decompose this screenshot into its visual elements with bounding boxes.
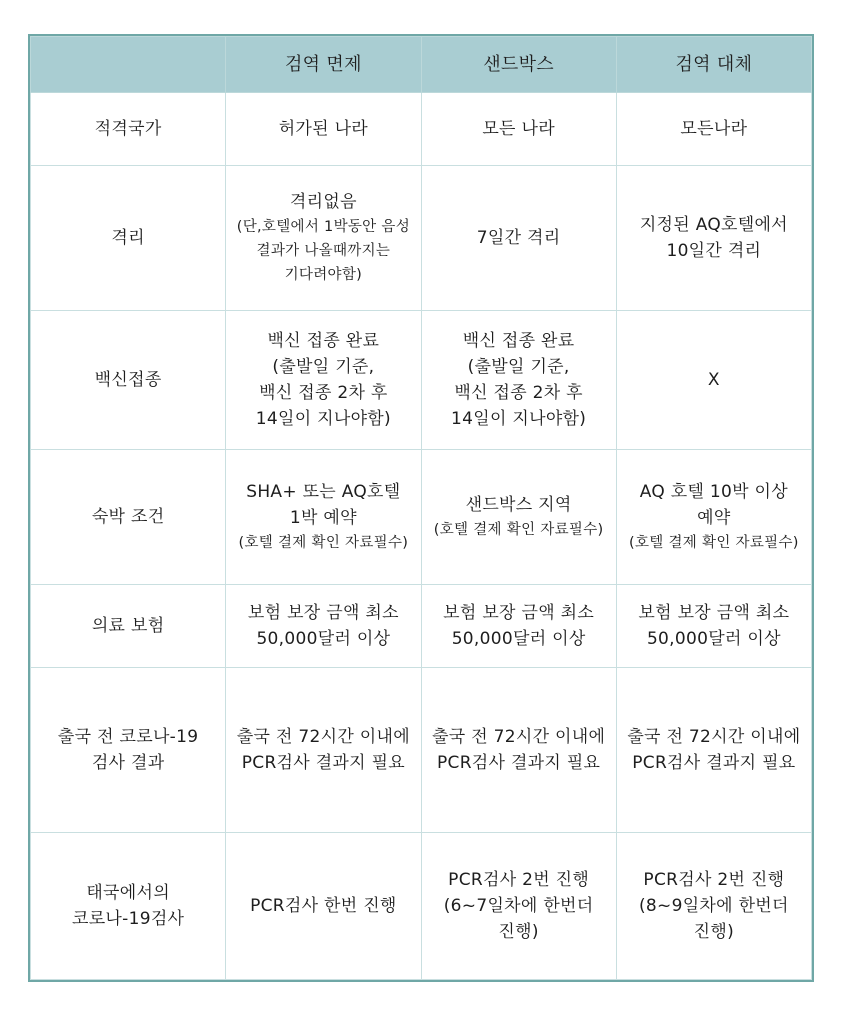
cell-line: 진행) <box>693 922 735 942</box>
entry-requirements-table <box>30 36 812 980</box>
data-cell <box>421 93 616 166</box>
table-row <box>31 311 812 450</box>
cell-line: 보험 보장 금액 최소 <box>638 603 790 623</box>
row-label-cell <box>31 668 226 833</box>
cell-line: (출발일 기준, <box>272 357 375 377</box>
cell-line: 백신 접종 2차 후 <box>454 383 583 403</box>
cell-line: 예약 <box>697 508 731 528</box>
cell-line: (6~7일차에 한번더 <box>443 896 594 916</box>
cell-line: PCR검사 결과지 필요 <box>436 753 601 773</box>
data-cell <box>421 311 616 450</box>
cell-line: PCR검사 2번 진행 <box>448 870 590 890</box>
cell-line: 모든나라 <box>680 119 748 139</box>
data-cell <box>616 833 811 980</box>
cell-line: (호텔 결제 확인 자료필수) <box>629 535 799 551</box>
cell-line: PCR검사 2번 진행 <box>643 870 785 890</box>
header-quarantine-exemption: 검역 면제 <box>226 37 421 93</box>
cell-line: 10일간 격리 <box>666 241 762 261</box>
data-cell <box>616 450 811 585</box>
cell-line: (호텔 결제 확인 자료필수) <box>433 522 604 538</box>
cell-line: (단,호텔에서 1박동안 음성 <box>236 219 411 235</box>
data-cell <box>421 833 616 980</box>
data-cell <box>226 585 421 668</box>
table-row <box>31 93 812 166</box>
cell-line: 백신 접종 완료 <box>267 331 380 351</box>
row-label-line: 백신접종 <box>94 370 162 390</box>
cell-line: 14일이 지나야함) <box>451 409 587 429</box>
data-cell <box>421 450 616 585</box>
data-cell <box>421 668 616 833</box>
data-cell <box>616 585 811 668</box>
data-cell <box>226 450 421 585</box>
cell-line: 백신 접종 완료 <box>462 331 575 351</box>
row-label-line: 숙박 조건 <box>91 507 165 527</box>
cell-line: 모든 나라 <box>482 119 555 139</box>
cell-line: (8~9일차에 한번더 <box>639 896 789 916</box>
row-label-line: 검사 결과 <box>91 753 165 773</box>
table-header-row <box>31 37 812 93</box>
header-alternative-quarantine: 검역 대체 <box>616 37 811 93</box>
cell-line: 격리없음 <box>289 192 357 212</box>
cell-line: 출국 전 72시간 이내에 <box>236 727 410 747</box>
row-label-line: 출국 전 코로나-19 <box>57 727 199 747</box>
cell-line: AQ 호텔 10박 이상 <box>639 482 788 502</box>
table-row <box>31 166 812 311</box>
row-label-line: 격리 <box>111 228 145 248</box>
row-label-line: 적격국가 <box>94 119 162 139</box>
cell-line: (호텔 결제 확인 자료필수) <box>238 535 409 551</box>
table-row <box>31 833 812 980</box>
data-cell <box>226 93 421 166</box>
data-cell <box>226 668 421 833</box>
cell-line: 지정된 AQ호텔에서 <box>639 215 788 235</box>
data-cell <box>616 668 811 833</box>
cell-line: 결과가 나올때까지는 <box>256 243 391 259</box>
table-row <box>31 585 812 668</box>
data-cell <box>421 166 616 311</box>
cell-line: 허가된 나라 <box>278 119 369 139</box>
row-label-cell <box>31 585 226 668</box>
cell-line: 보험 보장 금액 최소 <box>443 603 595 623</box>
row-label-cell <box>31 166 226 311</box>
table-row <box>31 450 812 585</box>
header-corner-cell <box>31 37 226 93</box>
data-cell <box>616 311 811 450</box>
data-cell <box>226 166 421 311</box>
cell-line: SHA+ 또는 AQ호텔 <box>246 482 401 502</box>
data-cell <box>226 311 421 450</box>
header-sandbox: 샌드박스 <box>421 37 616 93</box>
data-cell <box>616 93 811 166</box>
row-label-cell <box>31 450 226 585</box>
cell-line: PCR검사 결과지 필요 <box>632 753 796 773</box>
cell-line: PCR검사 한번 진행 <box>250 896 397 916</box>
cell-line: X <box>707 370 720 390</box>
cell-line: 출국 전 72시간 이내에 <box>432 727 606 747</box>
row-label-line: 의료 보험 <box>91 616 165 636</box>
table-body <box>31 93 812 980</box>
cell-line: 50,000달러 이상 <box>256 629 391 649</box>
cell-line: 50,000달러 이상 <box>451 629 586 649</box>
row-label-line: 태국에서의 <box>86 883 170 903</box>
cell-line: 7일간 격리 <box>476 228 561 248</box>
cell-line: PCR검사 결과지 필요 <box>241 753 406 773</box>
row-label-cell <box>31 833 226 980</box>
data-cell <box>421 585 616 668</box>
cell-line: (출발일 기준, <box>467 357 570 377</box>
cell-line: 보험 보장 금액 최소 <box>247 603 399 623</box>
cell-line: 1박 예약 <box>289 508 357 528</box>
table-row <box>31 668 812 833</box>
row-label-cell <box>31 93 226 166</box>
cell-line: 진행) <box>498 922 539 942</box>
cell-line: 백신 접종 2차 후 <box>259 383 388 403</box>
cell-line: 기다려야함) <box>284 267 363 283</box>
cell-line: 50,000달러 이상 <box>646 629 781 649</box>
data-cell <box>226 833 421 980</box>
cell-line: 샌드박스 지역 <box>465 495 572 515</box>
row-label-line: 코로나-19검사 <box>71 909 185 929</box>
cell-line: 출국 전 72시간 이내에 <box>627 727 801 747</box>
entry-requirements-table-container <box>28 34 814 982</box>
row-label-cell <box>31 311 226 450</box>
cell-line: 14일이 지나야함) <box>255 409 391 429</box>
data-cell <box>616 166 811 311</box>
